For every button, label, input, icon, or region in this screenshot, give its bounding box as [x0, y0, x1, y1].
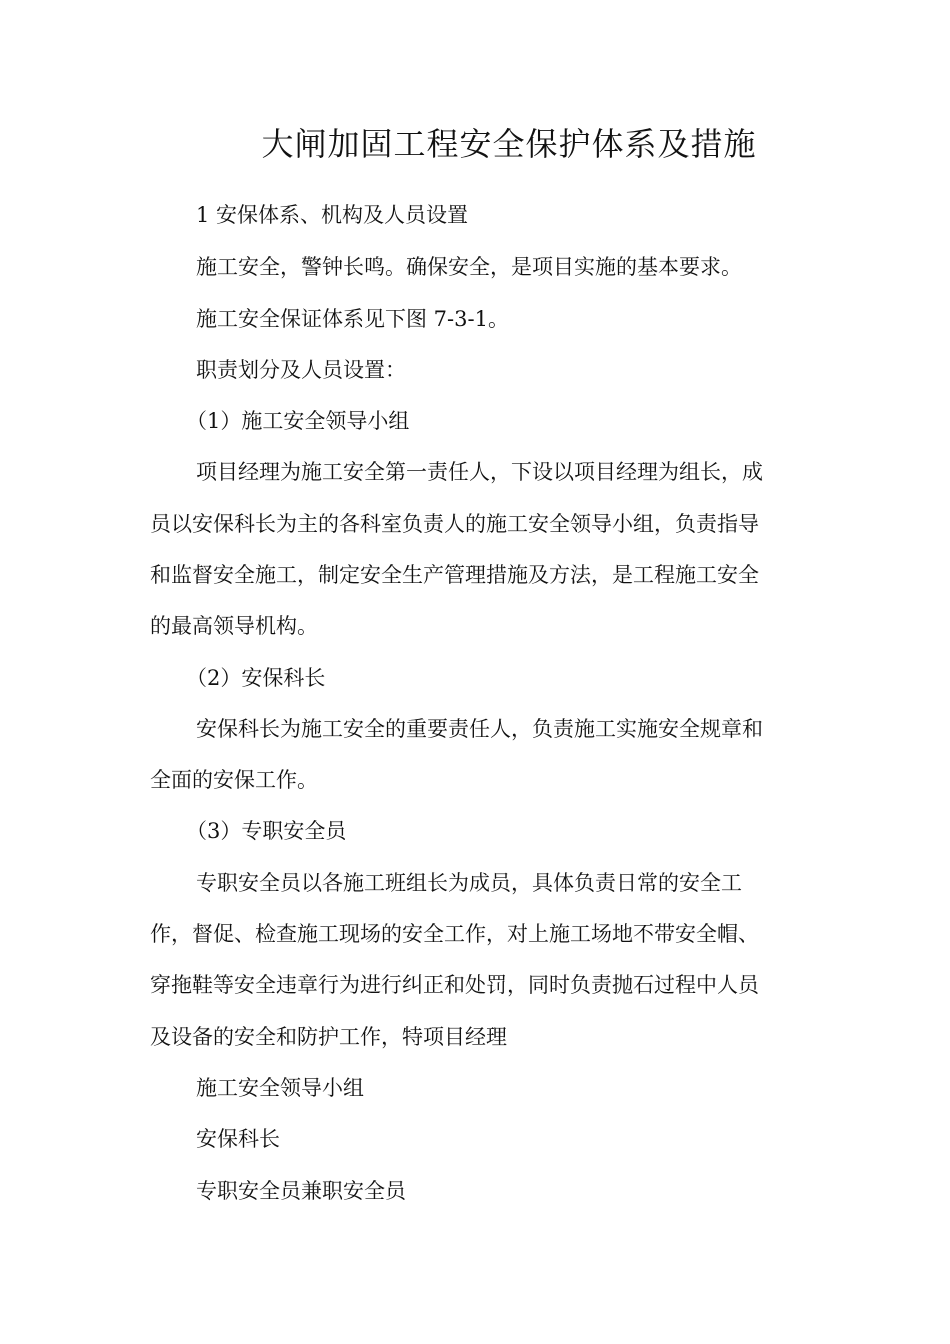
section-heading: 1 安保体系、机构及人员设置	[196, 203, 469, 227]
paragraph-line: 员以安保科长为主的各科室负责人的施工安全领导小组，负责指导	[150, 512, 759, 536]
diagram-label: 施工安全领导小组	[196, 1076, 364, 1100]
subsection-heading: （3）专职安全员	[186, 819, 347, 843]
diagram-label: 安保科长	[196, 1127, 280, 1151]
paragraph-line: 全面的安保工作。	[150, 768, 318, 792]
diagram-label: 专职安全员兼职安全员	[196, 1179, 406, 1203]
paragraph-line: 专职安全员以各施工班组长为成员，具体负责日常的安全工	[196, 871, 742, 895]
paragraph-line: 项目经理为施工安全第一责任人，下设以项目经理为组长，成	[196, 460, 763, 484]
paragraph-line: 的最高领导机构。	[150, 614, 318, 638]
paragraph-line: 作，督促、检查施工现场的安全工作，对上施工场地不带安全帽、	[150, 922, 759, 946]
paragraph-line: 施工安全保证体系见下图 7-3-1。	[196, 307, 509, 331]
paragraph-line: 穿拖鞋等安全违章行为进行纠正和处罚，同时负责抛石过程中人员	[150, 973, 759, 997]
document-title: 大闸加固工程安全保护体系及措施	[261, 125, 757, 163]
subsection-heading: （1）施工安全领导小组	[186, 409, 410, 433]
paragraph-line: 职责划分及人员设置：	[196, 358, 406, 382]
paragraph-line: 施工安全，警钟长鸣。确保安全，是项目实施的基本要求。	[196, 255, 742, 279]
subsection-heading: （2）安保科长	[186, 666, 326, 690]
paragraph-line: 安保科长为施工安全的重要责任人，负责施工实施安全规章和	[196, 717, 763, 741]
paragraph-line: 及设备的安全和防护工作，特项目经理	[150, 1025, 507, 1049]
paragraph-line: 和监督安全施工，制定安全生产管理措施及方法，是工程施工安全	[150, 563, 759, 587]
